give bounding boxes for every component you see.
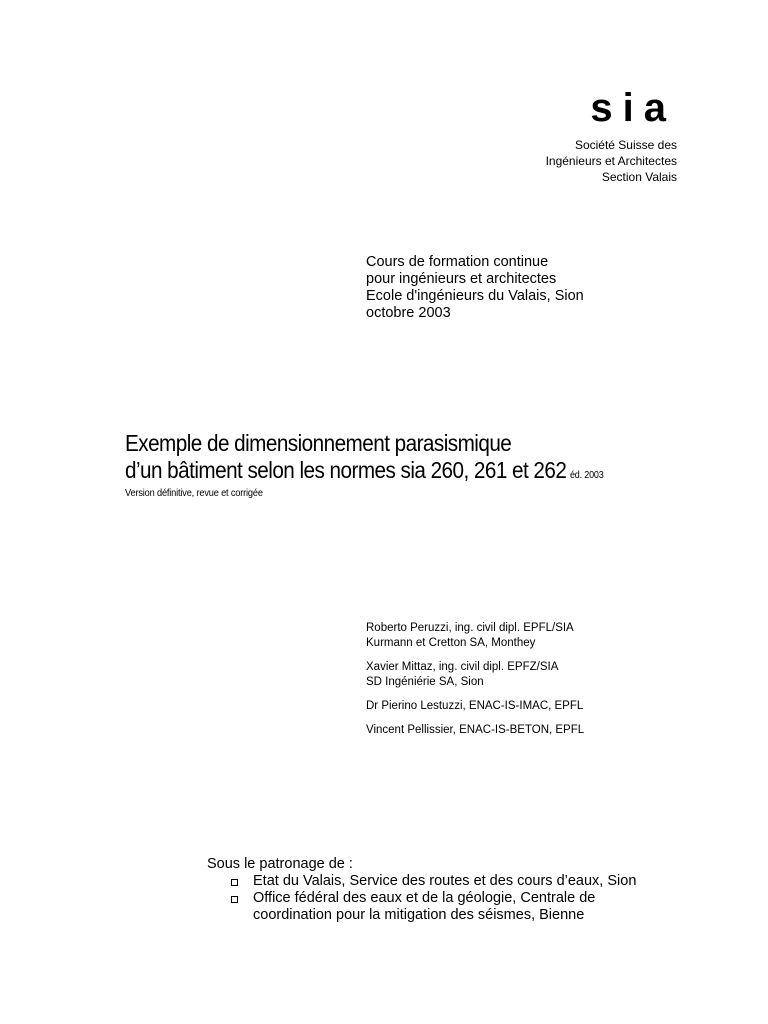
org-line: Ingénieurs et Architectes [545,154,677,168]
course-line: pour ingénieurs et architectes [366,271,557,287]
title-line-2: d’un bâtiment selon les normes sia 260, 261 et 262 [125,457,567,483]
document-title [125,430,604,489]
edition-label: éd. 2003 [569,470,604,481]
course-line: octobre 2003 [366,305,451,321]
authors-list [366,621,584,747]
patronage-block [207,856,636,924]
sia-logo: sia [590,86,676,130]
author-entry [366,723,584,738]
title-line-2-wrap [125,457,604,489]
author-entry [366,699,584,714]
document-subtitle: Version définitive, revue et corrigée [125,487,263,499]
patronage-item-line: coordination pour la mitigation des séismes, Bienne [253,907,585,923]
author-affiliation: Kurmann et Cretton SA, Monthey [366,637,536,649]
patronage-item-line: Office fédéral des eaux et de la géologie, Centrale de [253,890,596,906]
square-bullet-icon [231,896,238,903]
author-entry [366,621,584,651]
organization-block [546,137,677,185]
author-name: Roberto Peruzzi, ing. civil dipl. EPFL/SIA [366,622,574,634]
author-affiliation: SD Ingéniérie SA, Sion [366,676,484,688]
author-name: Dr Pierino Lestuzzi, ENAC-IS-IMAC, EPFL [366,700,584,712]
author-name: Xavier Mittaz, ing. civil dipl. EPFZ/SIA [366,661,559,673]
org-line: Section Valais [601,170,677,184]
org-line: Société Suisse des [574,138,677,152]
patronage-item [229,873,636,890]
patronage-item-line: Etat du Valais, Service des routes et des cours d’eaux, Sion [253,873,637,889]
course-line: Ecole d'ingénieurs du Valais, Sion [366,288,584,304]
author-name: Vincent Pellissier, ENAC-IS-BETON, EPFL [366,724,585,736]
course-info [366,254,584,322]
patronage-item [229,890,636,924]
patronage-heading: Sous le patronage de : [207,856,353,872]
title-line-1: Exemple de dimensionnement parasismique [125,430,512,456]
course-line: Cours de formation continue [366,254,549,270]
square-bullet-icon [231,879,238,886]
patronage-list [207,873,636,924]
author-entry [366,660,584,690]
